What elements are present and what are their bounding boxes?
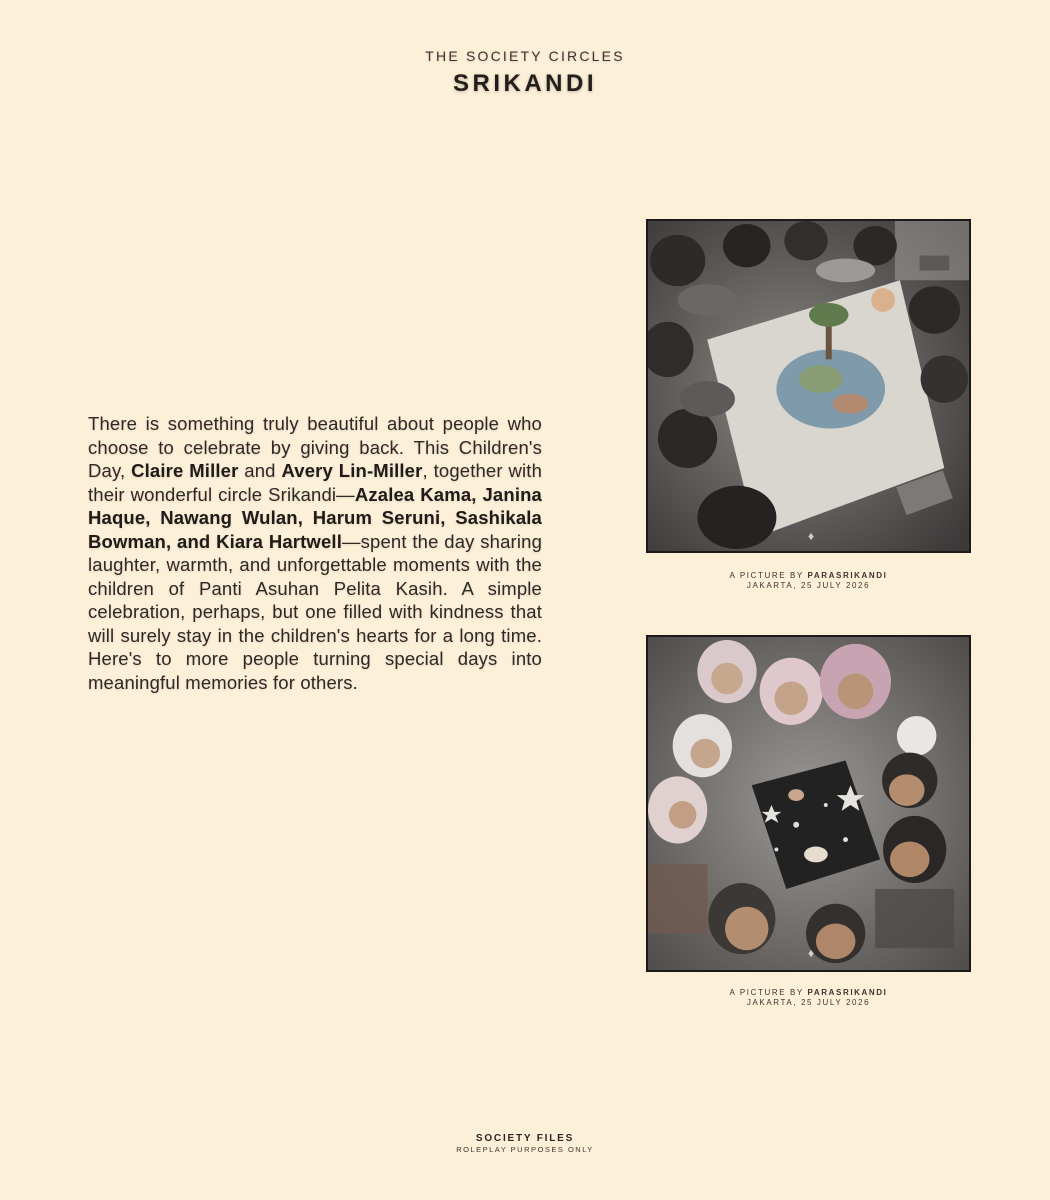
photo-2-caption — [646, 988, 971, 1008]
photo-1-caption-prefix: A PICTURE BY — [729, 571, 808, 580]
photo-children-drawing-image — [648, 221, 969, 551]
page-header — [0, 48, 1050, 98]
article-body — [88, 412, 542, 694]
photo-1-caption — [646, 571, 971, 591]
photo-children-drawing — [646, 219, 971, 553]
highlight-members: Azalea Kama, Janina Haque, Nawang Wulan, Harum Seruni, Sashikala Bowman, and Kiara Hartwell — [88, 483, 542, 552]
photo-1-caption-author: PARASRIKANDI — [807, 571, 888, 580]
article-text-3: , together with their wonderful circle Srikandi— — [88, 460, 543, 505]
photo-2-caption-author: PARASRIKANDI — [807, 988, 888, 997]
header-kicker: THE SOCIETY CIRCLES — [425, 48, 625, 64]
page-footer — [0, 1133, 1050, 1154]
highlight-name-claire: Claire Miller — [131, 460, 239, 481]
article-text-4: —spent the day sharing laughter, warmth, and unforgettable moments with the children of Panti Asuhan Pelita Kasih. A simple celebration, perhaps, but one filled with kindness that will surely stay in the children's hearts for a long time. Here's to more people turning special days into meaningful memories for others. — [88, 530, 543, 693]
page-title: SRIKANDI — [452, 70, 597, 97]
footer-title: SOCIETY FILES — [475, 1133, 575, 1144]
diamond-watermark-icon: ♦ — [807, 946, 815, 960]
photo-children-circle-image — [648, 637, 969, 970]
diamond-watermark-icon: ♦ — [807, 529, 815, 543]
photo-1-caption-credit — [646, 571, 971, 581]
photo-children-circle — [646, 635, 971, 972]
footer-disclaimer: ROLEPLAY PURPOSES ONLY — [456, 1145, 594, 1154]
photo-2-caption-prefix: A PICTURE BY — [729, 988, 808, 997]
photo-2-caption-credit — [646, 988, 971, 998]
photo-1-caption-date: JAKARTA, 25 JULY 2026 — [746, 581, 871, 590]
photo-2-caption-date: JAKARTA, 25 JULY 2026 — [746, 998, 871, 1007]
highlight-name-avery: Avery Lin-Miller — [281, 460, 423, 481]
article-text-2: and — [238, 460, 282, 481]
article-text-1: There is something truly beautiful about people who choose to celebrate by giving back. This Children's Day, — [88, 413, 542, 481]
